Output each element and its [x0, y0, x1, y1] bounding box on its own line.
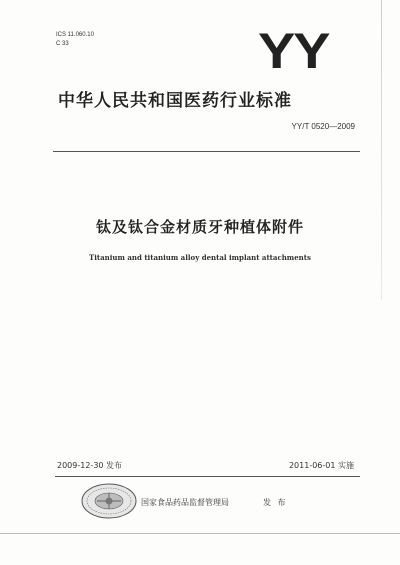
- release-label: 发 布: [263, 498, 288, 507]
- issue-date: 2009-12-30 发布: [57, 461, 123, 470]
- yy-logo: YY: [258, 23, 329, 79]
- standard-number: YY/T 0520—2009: [291, 122, 355, 131]
- document-title-chinese: 钛及钛合金材质牙种植体附件: [95, 218, 304, 236]
- top-divider: [53, 151, 360, 152]
- bottom-divider: [55, 476, 360, 477]
- scan-edge-bottom: [0, 533, 400, 534]
- classification-codes: [56, 31, 94, 49]
- issuing-agency: 国家食品药品监督管理局: [141, 498, 229, 507]
- organization-title: 中华人民共和国医药行业标准: [58, 91, 292, 111]
- agency-seal-icon: [80, 482, 138, 520]
- implementation-date: 2011-06-01 实施: [288, 461, 354, 470]
- ics-code: ICS 11.060.10: [56, 32, 94, 38]
- document-title-english: Titanium and titanium alloy dental implant attachments: [89, 253, 311, 262]
- ccs-code: C 33: [56, 41, 69, 47]
